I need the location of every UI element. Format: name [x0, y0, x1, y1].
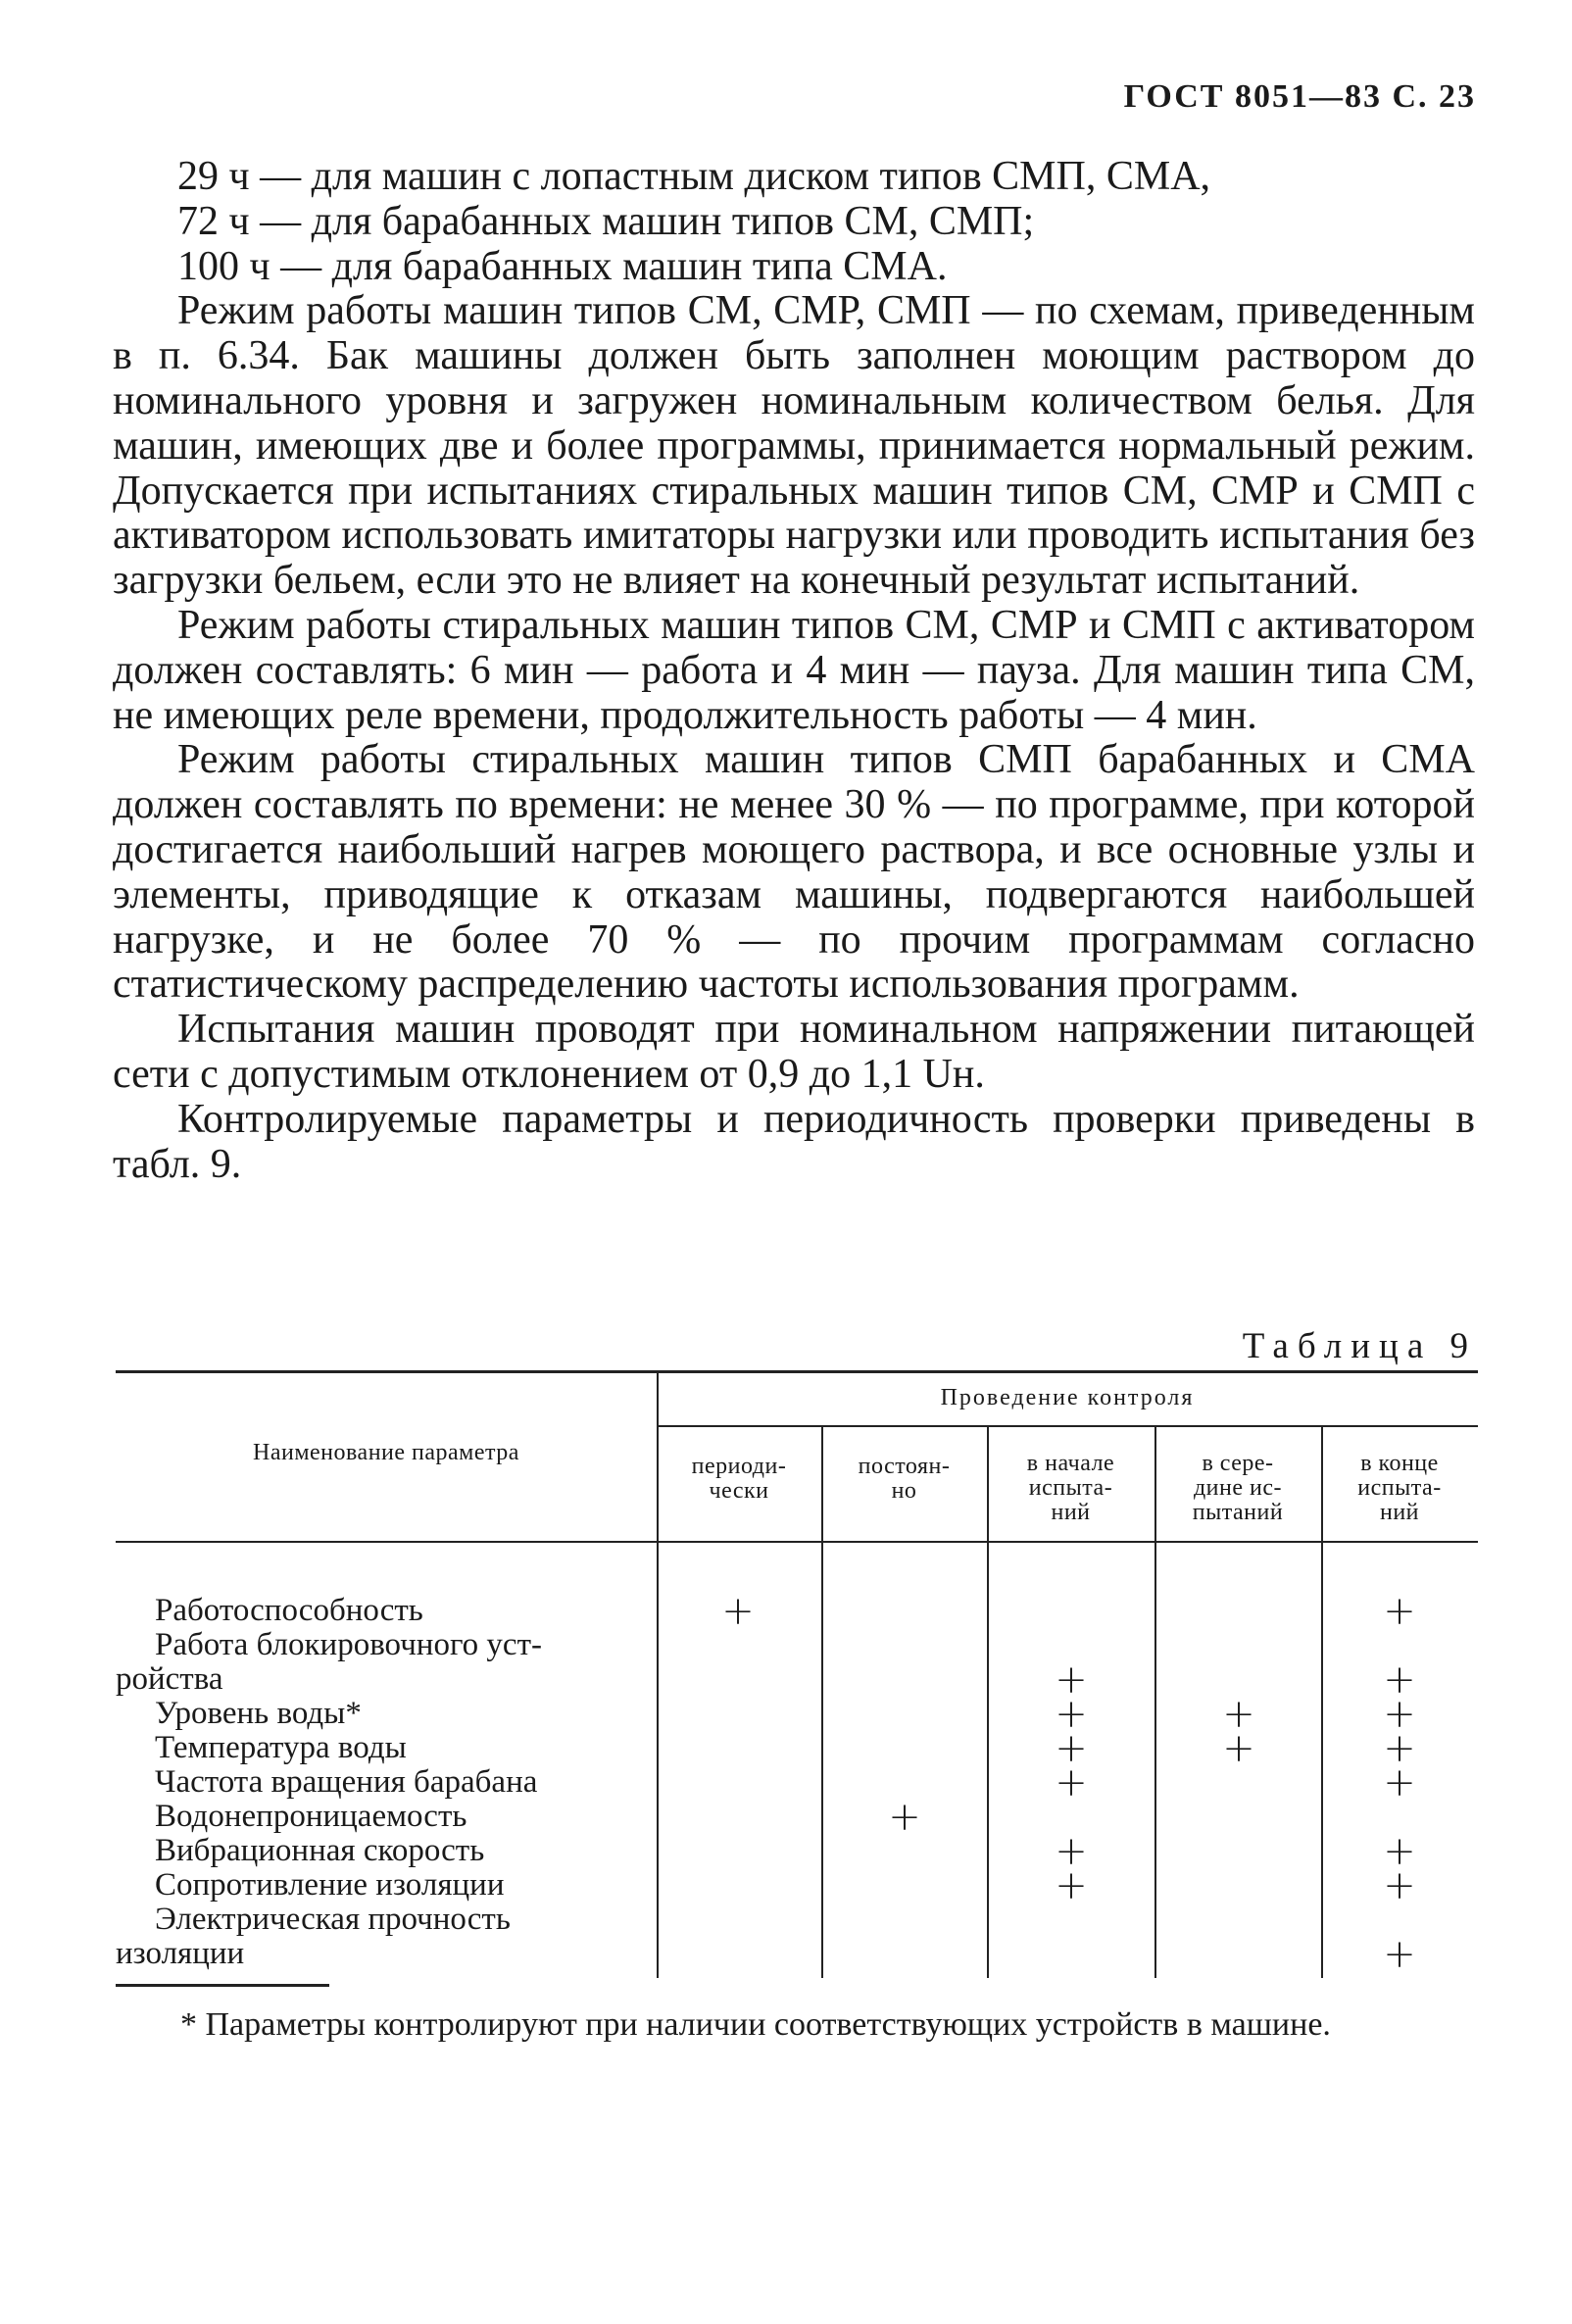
paragraph: Режим работы стиральных машин типов СМП барабанных и СМА должен составлять по времени: не менее 30 % — по программе, при которой достигается наибольший нагрев моющего раствора, и все основные узлы и элементы, приводящие к отказам машины, подвергаются наибольшей нагрузке, и не более 70 % — по прочим программам согласно статистическому распределению частоты использования программ. — [113, 737, 1475, 1008]
footnote-rule — [116, 1984, 329, 1987]
control-mark: + — [1055, 1726, 1088, 1771]
control-mark: + — [1383, 1863, 1416, 1908]
header-col-periodic: периоди- чески — [691, 1454, 787, 1504]
header-param: Наименование параметра — [253, 1440, 519, 1465]
list-line: 29 ч — для машин с лопастным диском типов СМП, СМА, — [177, 154, 1211, 199]
row-label: Сопротивление изоляции — [155, 1867, 505, 1903]
control-mark: + — [1383, 1692, 1416, 1737]
control-mark: + — [1383, 1760, 1416, 1805]
row-label: ройства — [116, 1661, 223, 1697]
header-col-middle: в сере- дине ис- пытаний — [1192, 1451, 1284, 1525]
control-mark: + — [888, 1795, 921, 1840]
control-mark: + — [1055, 1829, 1088, 1874]
control-mark: + — [1383, 1657, 1416, 1703]
row-label: Уровень воды* — [155, 1696, 362, 1731]
control-mark: + — [1222, 1692, 1255, 1737]
table-header-rule — [116, 1541, 1478, 1543]
row-label: Температура воды — [155, 1730, 407, 1765]
paragraph: Режим работы машин типов СМ, СМР, СМП — по схемам, приведенным в п. 6.34. Бак машины должен быть заполнен моющим раствором до номинального уровня и загружен номинальным количеством белья. Для машин, имеющих две и более программы, принимается нормальный режим. Допускается при испытаниях стиральных машин типов СМ, СМР и СМП с активатором использовать имитаторы нагрузки или проводить испытания без загрузки бельем, если это не влияет на конечный результат испытаний. — [113, 288, 1475, 604]
list-line: 100 ч — для барабанных машин типа СМА. — [177, 243, 948, 289]
control-mark: + — [1055, 1863, 1088, 1908]
header-group: Проведение контроля — [940, 1385, 1195, 1410]
list-line: 72 ч — для барабанных машин типов СМ, СМП; — [177, 198, 1035, 244]
control-mark: + — [1383, 1726, 1416, 1771]
table-group-rule — [657, 1425, 1478, 1427]
control-mark: + — [1383, 1589, 1416, 1634]
table-top-rule — [116, 1370, 1478, 1373]
row-label: Работа блокировочного уст- — [155, 1627, 542, 1662]
control-mark: + — [1055, 1692, 1088, 1737]
row-label: Работоспособность — [155, 1593, 423, 1628]
control-mark: + — [1222, 1726, 1255, 1771]
paragraph: Режим работы стиральных машин типов СМ, СМР и СМП с активатором должен составлять: 6 мин — работа и 4 мин — пауза. Для машин типа СМ, не имеющих реле времени, продолжительность работы — 4 мин. — [113, 602, 1475, 738]
running-header: ГОСТ 8051—83 С. 23 — [1123, 78, 1476, 115]
paragraph: Испытания машин проводят при номинальном напряжении питающей сети с допустимым отклонением от 0,9 до 1,1 Uн. — [113, 1007, 1475, 1097]
header-col-constant: постоян- но — [858, 1454, 951, 1504]
control-mark: + — [1383, 1932, 1416, 1977]
body-text — [113, 155, 1475, 1187]
control-table — [116, 1370, 1478, 1978]
control-mark: + — [1055, 1657, 1088, 1703]
table-col-divider — [821, 1425, 823, 1978]
row-label: Водонепроницаемость — [155, 1799, 467, 1834]
row-label: изоляции — [116, 1936, 245, 1971]
control-mark: + — [721, 1589, 755, 1634]
control-mark: + — [1055, 1760, 1088, 1805]
header-col-start: в начале испыта- ний — [1026, 1451, 1115, 1525]
row-label: Частота вращения барабана — [155, 1764, 538, 1800]
row-label: Электрическая прочность — [155, 1902, 511, 1937]
footnote: * Параметры контролируют при наличии соответствующих устройств в машине. — [180, 2006, 1331, 2043]
row-label: Вибрационная скорость — [155, 1833, 485, 1868]
control-mark: + — [1383, 1829, 1416, 1874]
header-col-end: в конце испыта- ний — [1357, 1451, 1442, 1525]
paragraph: Контролируемые параметры и периодичность проверки приведены в табл. 9. — [113, 1096, 1475, 1187]
table-caption: Таблица 9 — [1242, 1326, 1477, 1366]
